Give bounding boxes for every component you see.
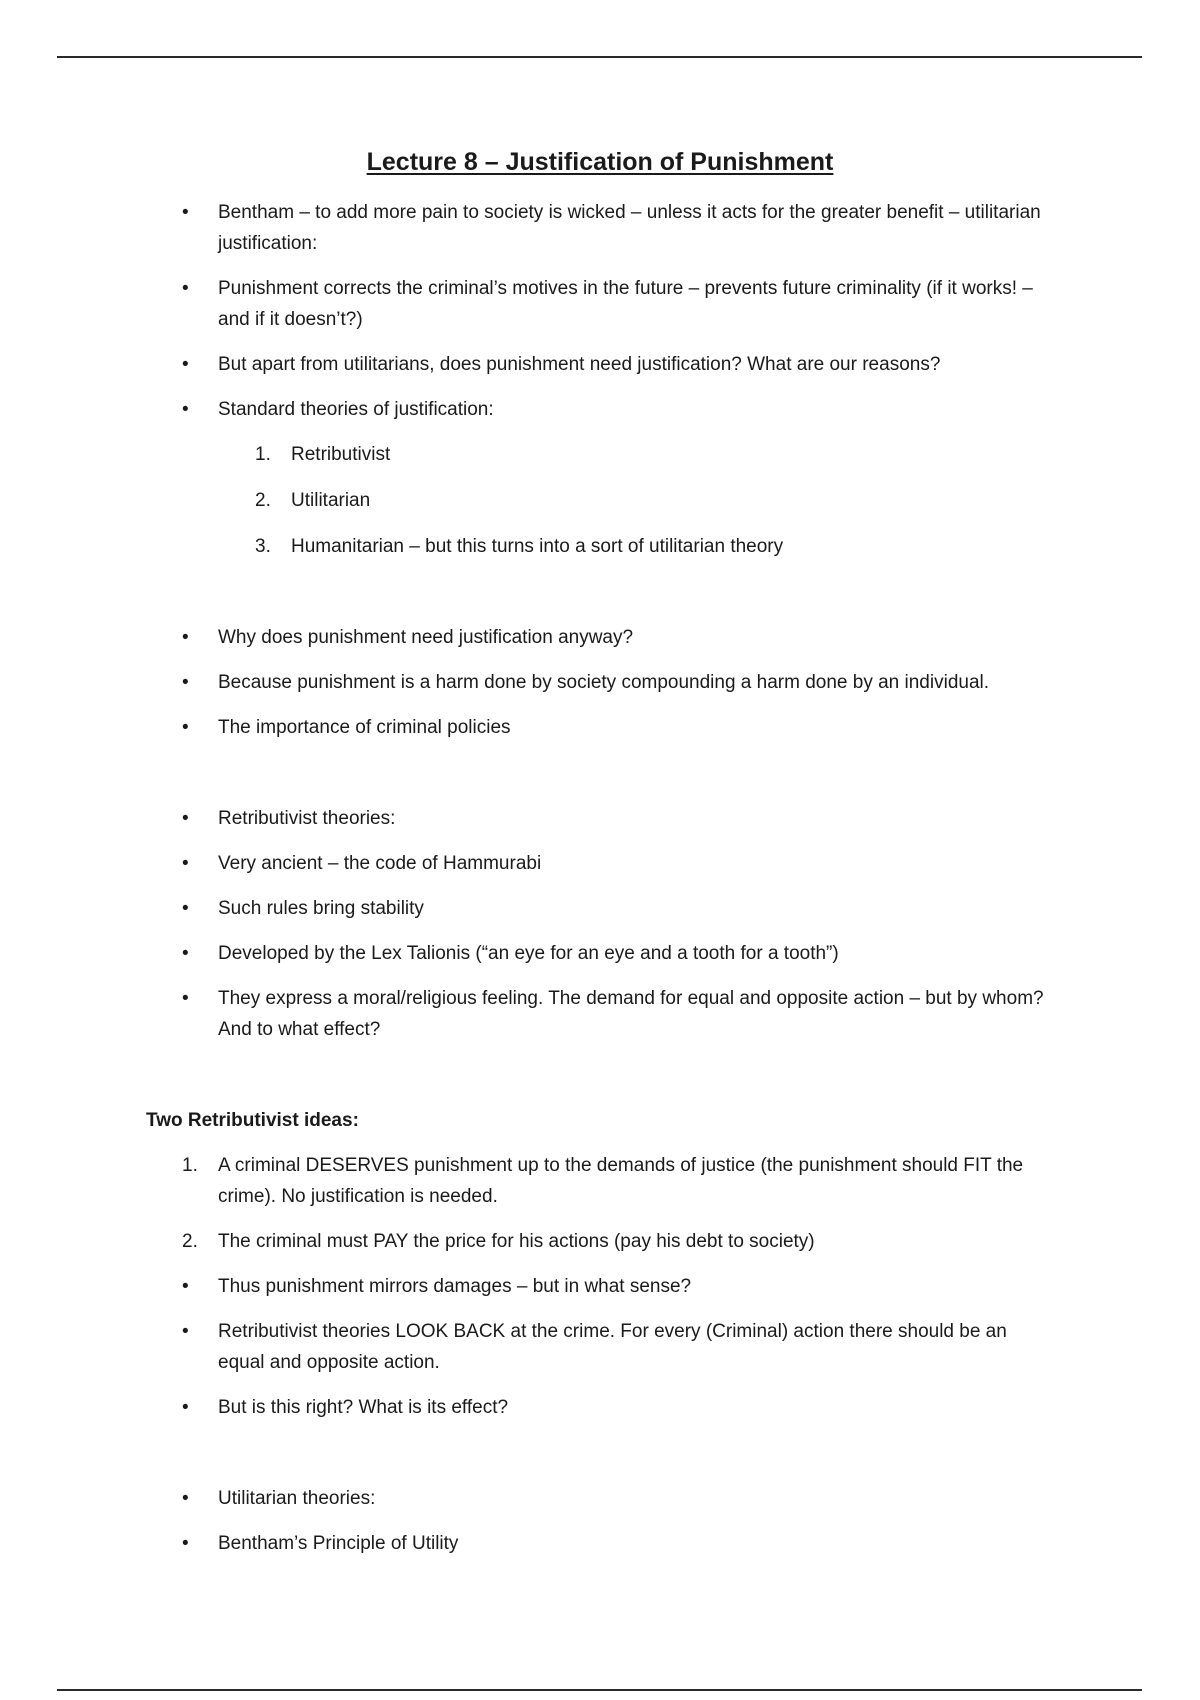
bullet-icon: •: [182, 1397, 189, 1418]
bullet-icon: •: [182, 943, 189, 964]
bullet-item: [0, 848, 1058, 879]
bullet-item: [0, 1483, 1058, 1514]
list-text: Humanitarian – but this turns into a sort of utilitarian theory: [291, 536, 784, 557]
bullet-text: Such rules bring stability: [218, 898, 424, 919]
bullet-icon: •: [182, 853, 189, 874]
bullet-item: [0, 197, 1058, 259]
bullet-item: [0, 1271, 1058, 1302]
numbered-item: [0, 439, 1051, 470]
bullet-item: [0, 1392, 1058, 1423]
top-rule: [57, 56, 1142, 58]
bullet-icon: •: [182, 808, 189, 829]
bullet-text: The importance of criminal policies: [218, 717, 511, 738]
bullet-item: [0, 349, 1058, 380]
numbered-item: [0, 1226, 1058, 1257]
list-text: Retributivist: [291, 444, 391, 465]
bottom-rule: [57, 1689, 1142, 1691]
bullet-text: Punishment corrects the criminal’s motives in the future – prevents future criminality (if it works! – and if it doesn’t?): [218, 278, 1033, 330]
numbered-item: [0, 531, 1051, 562]
bullet-icon: •: [182, 717, 189, 738]
bullet-item: [0, 938, 1058, 969]
bullet-item: [0, 803, 1058, 834]
bullet-text: Very ancient – the code of Hammurabi: [218, 853, 542, 874]
list-number: 3.: [255, 536, 271, 557]
bullet-item: [0, 1528, 1058, 1559]
bullet-icon: •: [182, 1276, 189, 1297]
bullet-icon: •: [182, 898, 189, 919]
bullet-item: [0, 622, 1058, 653]
bullet-text: Bentham – to add more pain to society is wicked – unless it acts for the greater benefit – utilitarian justification:: [218, 202, 1041, 254]
section-heading: Two Retributivist ideas:: [146, 1110, 359, 1131]
bullet-text: But apart from utilitarians, does punishment need justification? What are our reasons?: [218, 354, 941, 375]
bullet-icon: •: [182, 988, 189, 1009]
bullet-icon: •: [182, 278, 189, 299]
bullet-text: Bentham’s Principle of Utility: [218, 1533, 459, 1554]
bullet-text: Retributivist theories:: [218, 808, 396, 829]
list-number: 2.: [255, 490, 271, 511]
list-text: A criminal DESERVES punishment up to the demands of justice (the punishment should FIT the crime). No justification is needed.: [218, 1155, 1024, 1207]
bullet-text: Retributivist theories LOOK BACK at the crime. For every (Criminal) action there should be an equal and opposite action.: [218, 1321, 1007, 1373]
bullet-text: Standard theories of justification:: [218, 399, 494, 420]
bullet-text: Utilitarian theories:: [218, 1488, 376, 1509]
list-number: 1.: [182, 1155, 198, 1176]
bullet-item: [0, 1316, 1058, 1378]
bullet-text: Why does punishment need justification anyway?: [218, 627, 634, 648]
bullet-text: They express a moral/religious feeling. The demand for equal and opposite action – but by whom? And to what effect?: [218, 988, 1044, 1040]
bullet-icon: •: [182, 1533, 189, 1554]
bullet-text: Because punishment is a harm done by society compounding a harm done by an individual.: [218, 672, 990, 693]
bullet-icon: •: [182, 627, 189, 648]
bullet-icon: •: [182, 202, 189, 223]
numbered-item: [0, 485, 1051, 516]
numbered-item: [0, 1150, 1058, 1212]
document-body: [0, 197, 1200, 1559]
list-text: Utilitarian: [291, 490, 371, 511]
bullet-icon: •: [182, 354, 189, 375]
bullet-item: [0, 273, 1058, 335]
list-text: The criminal must PAY the price for his actions (pay his debt to society): [218, 1231, 815, 1252]
bullet-item: [0, 667, 1058, 698]
list-number: 1.: [255, 444, 271, 465]
bullet-item: [0, 893, 1058, 924]
bullet-text: Developed by the Lex Talionis (“an eye for an eye and a tooth for a tooth”): [218, 943, 839, 964]
bullet-text: But is this right? What is its effect?: [218, 1397, 509, 1418]
bullet-item: [0, 394, 1058, 425]
bullet-icon: •: [182, 399, 189, 420]
bullet-item: [0, 712, 1058, 743]
list-number: 2.: [182, 1231, 198, 1252]
bullet-icon: •: [182, 1321, 189, 1342]
bullet-icon: •: [182, 672, 189, 693]
page-title: Lecture 8 – Justification of Punishment: [366, 148, 834, 176]
bullet-item: [0, 983, 1058, 1045]
bullet-icon: •: [182, 1488, 189, 1509]
bullet-text: Thus punishment mirrors damages – but in what sense?: [218, 1276, 692, 1297]
